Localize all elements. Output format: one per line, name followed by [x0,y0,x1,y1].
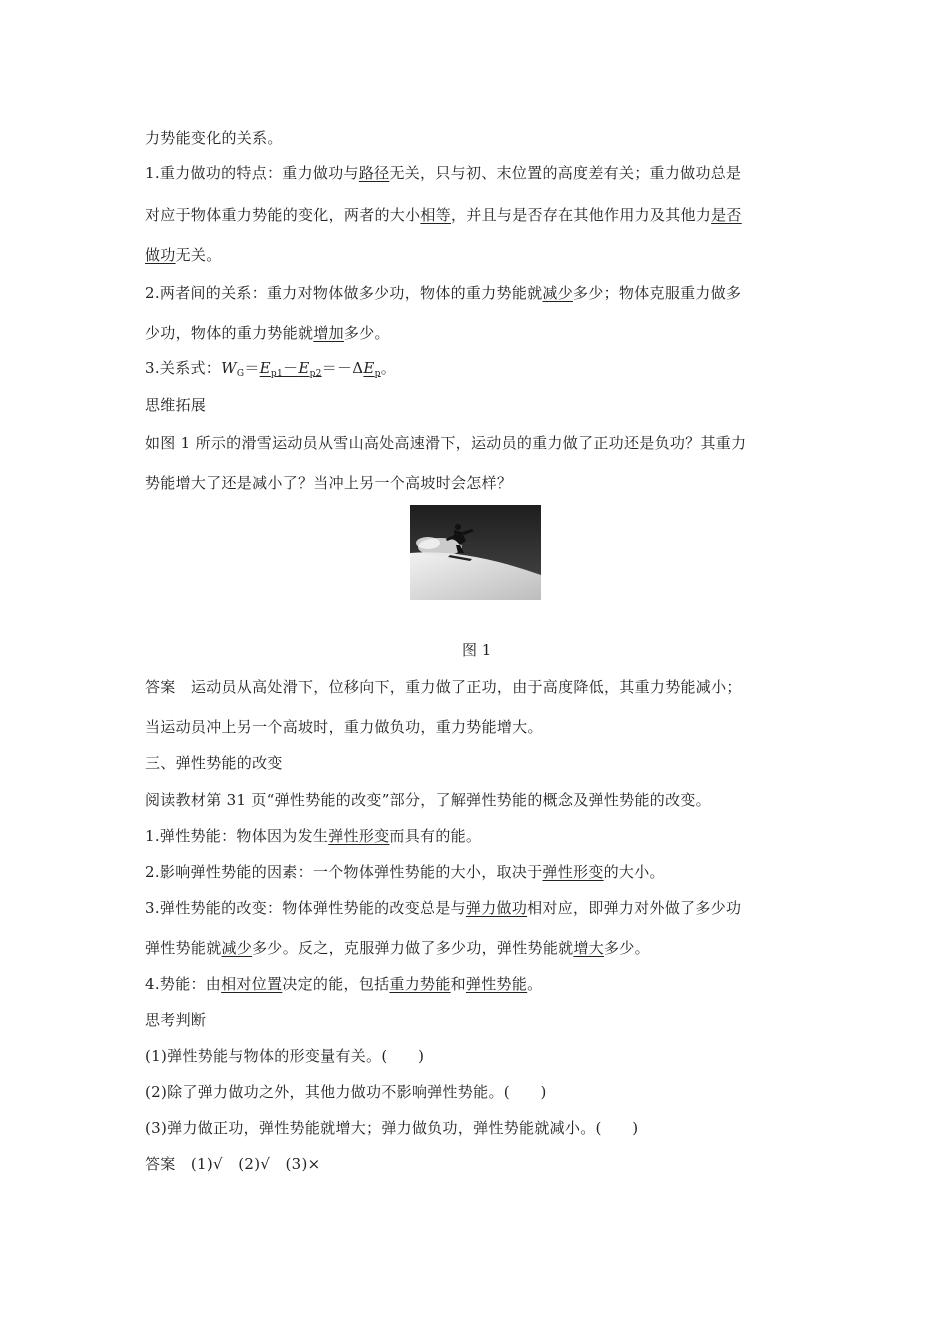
judgement-item [145,1046,424,1066]
section-heading [145,395,206,415]
skier-illustration [410,505,541,600]
skier-photo [410,505,541,600]
blank-answer: 弹力做功 [465,899,528,917]
paragraph-line [145,974,542,994]
paragraph-line [145,245,222,265]
blank-answer: 路径 [358,164,390,182]
paragraph-line [145,790,711,810]
text: 阅读教材第 31 页“弹性势能的改变”部分，了解弹性势能的概念及弹性势能的改变。 [145,791,711,809]
text: ＝－Δ [321,359,364,377]
blank-answer: 增大 [573,939,605,957]
blank-answer: 弹性形变 [328,827,390,845]
section-heading [145,1010,206,1030]
paragraph-line [145,163,741,183]
symbol-e: E [298,359,310,377]
text: 势能增大了还是减小了？当冲上另一个高坡时会怎样？ [145,474,513,492]
paragraph-line [145,826,481,846]
text: － [283,359,299,377]
text: 多少。反之，克服弹力做了多少功，弹性势能就 [252,939,574,957]
subscript: p1 [270,369,283,379]
text: 1.重力做功的特点：重力做功与 [145,164,359,182]
text: 如图 1 所示的滑雪运动员从雪山高处高速滑下，运动员的重力做了正功还是负功？其重力 [145,434,747,452]
text: 1.弹性势能：物体因为发生 [145,827,329,845]
answer-line [145,677,742,697]
text: 思维拓展 [145,396,207,414]
text: 2.两者间的关系：重力对物体做多少功，物体的重力势能就 [145,284,543,302]
text: 3.弹性势能的改变：物体弹性势能的改变总是与 [145,899,466,917]
text: 2.影响弹性势能的因素：一个物体弹性势能的大小，取决于 [145,863,543,881]
text: (1)弹性势能与物体的形变量有关。( ) [145,1047,425,1065]
text: 4.势能：由 [145,975,222,993]
blank-answer: 做功 [145,246,176,264]
blank-answer: 增加 [313,324,344,342]
text: 和 [450,975,466,993]
text: ＝ [244,359,260,377]
paragraph-line [145,938,650,958]
paragraph-line [145,717,543,737]
text: 当运动员冲上另一个高坡时，重力做负功，重力势能增大。 [145,718,543,736]
paragraph-line [145,862,665,882]
text: 图 1 [462,641,492,659]
blank-answer [260,359,322,377]
formula-line [145,358,396,384]
text: 多少。 [343,324,390,342]
text: 思考判断 [145,1011,207,1029]
subscript: p [374,369,381,379]
paragraph-line [145,473,512,493]
subscript: p2 [309,369,322,379]
text: 无关。 [175,246,222,264]
symbol-e: E [363,359,375,377]
subscript: G [236,369,245,379]
text: 决定的能，包括 [282,975,390,993]
text: ，并且与是否存在其他作用力及其他力 [451,206,712,224]
figure-caption [462,640,491,660]
text: 弹性势能就 [145,939,222,957]
paragraph-line [145,128,283,148]
paragraph-line [145,283,741,303]
blank-answer: 弹性势能 [465,975,528,993]
text: (2)除了弹力做功之外，其他力做功不影响弹性势能。( ) [145,1083,547,1101]
blank-answer: 减少 [542,284,574,302]
answer-line [145,1154,321,1174]
paragraph-line [145,205,742,225]
text: 无关，只与初、末位置的高度差有关；重力做功总是 [389,164,742,182]
blank-answer: 是否 [711,206,742,224]
text: 3.关系式： [145,359,222,377]
text: 。 [527,975,543,993]
blank-answer: 减少 [221,939,253,957]
blank-answer: 相对位置 [221,975,283,993]
text: 力势能变化的关系。 [145,129,283,147]
text: 的大小。 [603,863,665,881]
paragraph-line [145,433,746,453]
judgement-item [145,1082,547,1102]
text: (3)弹力做正功，弹性势能就增大；弹力做负功，弹性势能就减小。( ) [145,1119,639,1137]
section-heading [145,753,283,773]
text: 相对应，即弹力对外做了多少功 [527,899,742,917]
blank-answer: 重力势能 [389,975,451,993]
text: 对应于物体重力势能的变化，两者的大小 [145,206,421,224]
symbol-w: W [221,359,237,377]
text: 少功，物体的重力势能就 [145,324,314,342]
judgement-item [145,1118,638,1138]
text: 而具有的能。 [389,827,482,845]
symbol-e: E [259,359,271,377]
text: 三、弹性势能的改变 [145,754,283,772]
text: 答案 (1)√ (2)√ (3)× [145,1155,321,1173]
text: 。 [380,359,397,377]
blank-answer: 弹性形变 [542,863,604,881]
paragraph-line [145,898,741,918]
text: 答案 运动员从高处滑下，位移向下，重力做了正功，由于高度降低，其重力势能减小； [145,678,742,696]
paragraph-line [145,323,390,343]
blank-answer [363,359,380,377]
blank-answer: 相等 [420,206,452,224]
text: 多少；物体克服重力做多 [573,284,742,302]
text: 多少。 [604,939,650,957]
